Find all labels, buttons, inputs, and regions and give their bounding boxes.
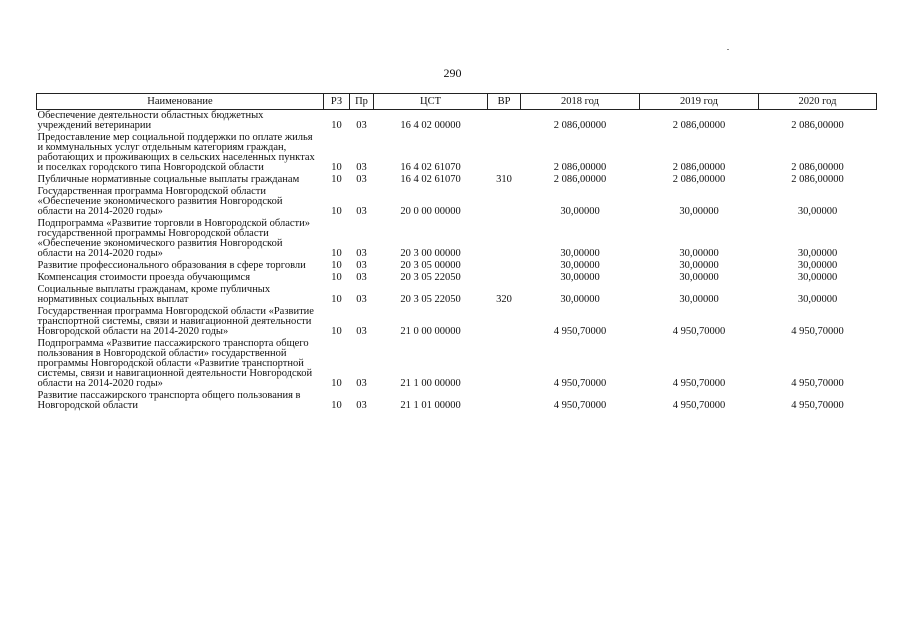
row-name: Публичные нормативные социальные выплаты гражданам bbox=[37, 174, 300, 185]
row-vr: 320 bbox=[496, 294, 512, 305]
row-cst: 16 4 02 00000 bbox=[400, 120, 461, 131]
header-name: Наименование bbox=[37, 94, 324, 110]
header-2018: 2018 год bbox=[521, 94, 640, 110]
row-cst: 20 3 05 22050 bbox=[400, 294, 461, 305]
row-2019: 30,00000 bbox=[679, 294, 719, 305]
row-rz: 10 bbox=[331, 162, 342, 173]
table-row bbox=[37, 260, 877, 272]
row-rz: 10 bbox=[331, 294, 342, 305]
row-vr: 310 bbox=[496, 174, 512, 185]
header-rz: РЗ bbox=[324, 94, 350, 110]
header-cst: ЦСТ bbox=[374, 94, 488, 110]
row-2020: 30,00000 bbox=[797, 260, 838, 271]
row-rz: 10 bbox=[331, 326, 342, 337]
row-pr: 03 bbox=[356, 248, 367, 259]
row-pr: 03 bbox=[356, 326, 367, 337]
row-pr: 03 bbox=[356, 174, 367, 185]
row-rz: 10 bbox=[331, 248, 342, 259]
row-2019: 4 950,70000 bbox=[672, 400, 726, 411]
row-2019: 2 086,00000 bbox=[672, 174, 726, 185]
row-cst: 21 1 00 00000 bbox=[400, 378, 461, 389]
row-2020: 2 086,00000 bbox=[791, 120, 844, 131]
table-row bbox=[37, 218, 877, 260]
row-cst: 20 3 00 00000 bbox=[400, 248, 461, 259]
table-row bbox=[37, 272, 877, 284]
row-vr bbox=[488, 186, 521, 218]
row-2018: 4 950,70000 bbox=[553, 378, 607, 389]
row-name: Компенсация стоимости проезда обучающимся bbox=[37, 272, 251, 283]
header-2019: 2019 год bbox=[640, 94, 759, 110]
row-cst: 20 3 05 00000 bbox=[400, 260, 461, 271]
table-header-row bbox=[37, 94, 877, 110]
row-pr: 03 bbox=[356, 294, 367, 305]
row-vr bbox=[488, 110, 521, 133]
row-pr: 03 bbox=[356, 120, 367, 131]
row-2020: 4 950,70000 bbox=[791, 326, 844, 337]
row-2020: 2 086,00000 bbox=[791, 174, 844, 185]
row-cst: 20 0 00 00000 bbox=[400, 206, 461, 217]
row-2018: 30,00000 bbox=[560, 248, 600, 259]
row-2019: 4 950,70000 bbox=[672, 326, 726, 337]
row-2018: 4 950,70000 bbox=[553, 400, 607, 411]
row-2018: 2 086,00000 bbox=[553, 174, 607, 185]
scan-speck bbox=[727, 49, 729, 50]
row-2018: 30,00000 bbox=[560, 206, 600, 217]
row-2020: 30,00000 bbox=[797, 272, 838, 283]
budget-table bbox=[36, 93, 877, 412]
table-row bbox=[37, 338, 877, 390]
row-2019: 30,00000 bbox=[679, 248, 719, 259]
table-row bbox=[37, 132, 877, 174]
table-row bbox=[37, 186, 877, 218]
row-2018: 2 086,00000 bbox=[553, 162, 607, 173]
row-vr bbox=[488, 390, 521, 412]
row-name: Обеспечение деятельности областных бюджетных учреждений ветеринарии bbox=[37, 110, 264, 131]
row-2019: 30,00000 bbox=[679, 206, 719, 217]
row-rz: 10 bbox=[331, 378, 342, 389]
row-2019: 30,00000 bbox=[679, 260, 719, 271]
row-2019: 4 950,70000 bbox=[672, 378, 726, 389]
header-pr: Пр bbox=[350, 94, 374, 110]
row-name: Подпрограмма «Развитие пассажирского транспорта общего пользования в Новгородской области» государственной программы Новгородской области «Развитие транспортной системы, связи и навигационной деятельности Новгородской области на 2014-2020 годы» bbox=[37, 338, 313, 389]
row-cst: 16 4 02 61070 bbox=[400, 162, 461, 173]
row-name: Предоставление мер социальной поддержки по оплате жилья и коммунальных услуг отдельным категориям граждан, работающих и проживающих в сельских населенных пунктах и поселках городского типа Новгородской области bbox=[37, 132, 315, 173]
row-rz: 10 bbox=[331, 206, 342, 217]
row-rz: 10 bbox=[331, 260, 342, 271]
row-vr bbox=[488, 306, 521, 338]
row-pr: 03 bbox=[356, 400, 367, 411]
row-2020: 30,00000 bbox=[797, 294, 838, 305]
table-row bbox=[37, 110, 877, 133]
row-pr: 03 bbox=[356, 378, 367, 389]
row-cst: 21 0 00 00000 bbox=[400, 326, 461, 337]
row-vr bbox=[488, 272, 521, 284]
row-name: Государственная программа Новгородской области «Развитие транспортной системы, связи и навигационной деятельности Новгородской области на 2014-2020 годы» bbox=[37, 306, 314, 337]
table-row bbox=[37, 284, 877, 306]
table-row bbox=[37, 306, 877, 338]
row-vr bbox=[488, 218, 521, 260]
row-pr: 03 bbox=[356, 272, 367, 283]
row-rz: 10 bbox=[331, 400, 342, 411]
row-2018: 2 086,00000 bbox=[553, 120, 607, 131]
row-2020: 4 950,70000 bbox=[791, 400, 844, 411]
row-name: Государственная программа Новгородской области «Обеспечение экономического развития Новгородской области на 2014-2020 годы» bbox=[37, 186, 283, 217]
row-name: Развитие пассажирского транспорта общего пользования в Новгородской области bbox=[37, 390, 301, 411]
row-name: Социальные выплаты гражданам, кроме публичных нормативных социальных выплат bbox=[37, 284, 271, 305]
row-cst: 21 1 01 00000 bbox=[400, 400, 461, 411]
row-cst: 20 3 05 22050 bbox=[400, 272, 461, 283]
row-2020: 2 086,00000 bbox=[791, 162, 844, 173]
row-vr bbox=[488, 132, 521, 174]
header-vr: ВР bbox=[488, 94, 521, 110]
row-cst: 16 4 02 61070 bbox=[400, 174, 461, 185]
row-2018: 30,00000 bbox=[560, 272, 600, 283]
row-2018: 30,00000 bbox=[560, 260, 600, 271]
row-2020: 4 950,70000 bbox=[791, 378, 844, 389]
header-2020: 2020 год bbox=[759, 94, 877, 110]
row-rz: 10 bbox=[331, 272, 342, 283]
row-pr: 03 bbox=[356, 162, 367, 173]
row-2019: 30,00000 bbox=[679, 272, 719, 283]
row-2019: 2 086,00000 bbox=[672, 120, 726, 131]
table-row bbox=[37, 174, 877, 186]
row-name: Развитие профессионального образования в сфере торговли bbox=[37, 260, 306, 271]
row-2020: 30,00000 bbox=[797, 248, 838, 259]
row-vr bbox=[488, 338, 521, 390]
table-row bbox=[37, 390, 877, 412]
row-2018: 4 950,70000 bbox=[553, 326, 607, 337]
row-pr: 03 bbox=[356, 260, 367, 271]
row-2018: 30,00000 bbox=[560, 294, 600, 305]
row-rz: 10 bbox=[331, 174, 342, 185]
row-2020: 30,00000 bbox=[797, 206, 838, 217]
row-name: Подпрограмма «Развитие торговли в Новгородской области» государственной программы Новгородской области «Обеспечение экономического развития Новгородской области на 2014-2020 годы» bbox=[37, 218, 311, 259]
row-rz: 10 bbox=[331, 120, 342, 131]
row-pr: 03 bbox=[356, 206, 367, 217]
page-number: 290 bbox=[443, 66, 462, 80]
row-vr bbox=[488, 260, 521, 272]
row-2019: 2 086,00000 bbox=[672, 162, 726, 173]
